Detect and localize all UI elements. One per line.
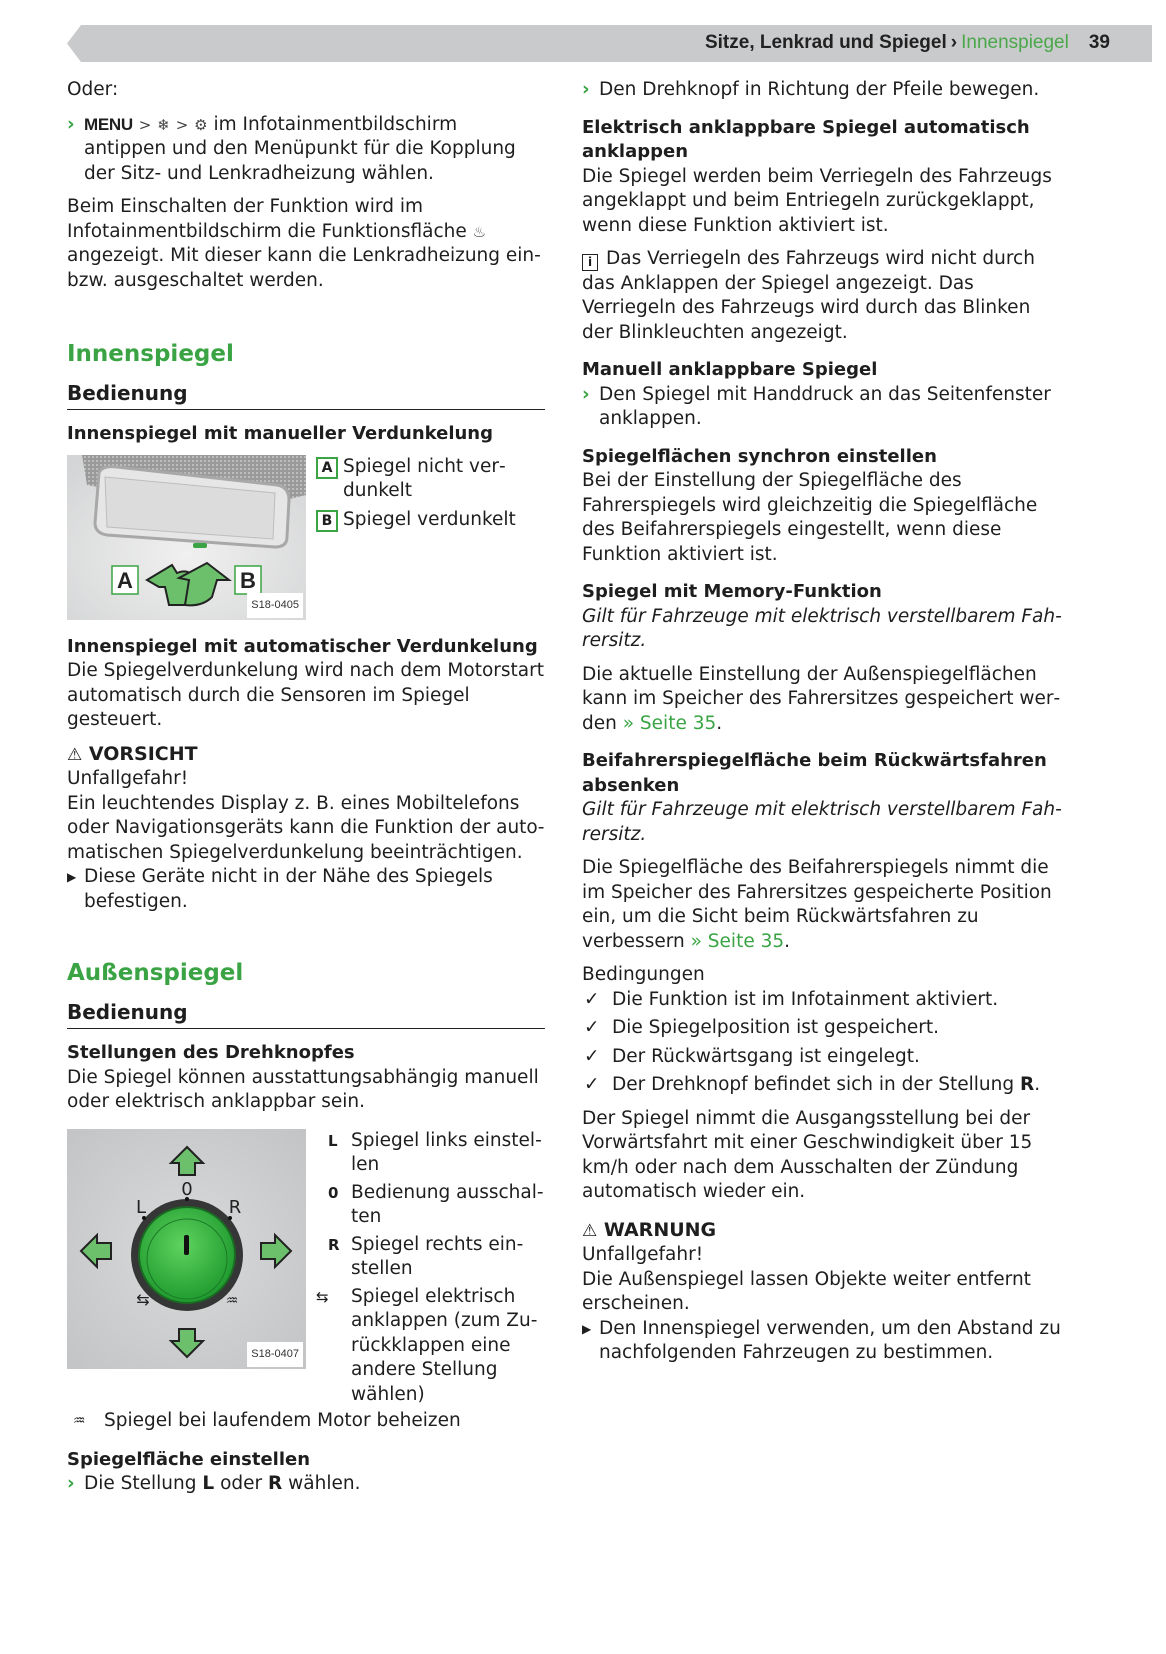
caution-title: VORSICHT [88,742,198,765]
legend-text: Spiegel nicht verdunkelt [343,455,506,501]
memory-text-end: . [716,712,723,734]
heated-mirror-item [67,1409,545,1434]
info-note [582,247,1062,345]
position-r: R [1019,1074,1035,1095]
menu-step [67,113,545,187]
warning-block [582,1218,1062,1366]
mirror-heating-icon: ♒ [73,1413,86,1429]
legend-text: Spiegel elektrisch anklappen (zum Zurückklappen eine andere Stellung wählen) [351,1285,538,1405]
svg-text:B: B [240,567,256,593]
header-separator: › [950,32,958,54]
condition-text-end: . [1034,1074,1041,1095]
step-text: oder [214,1473,268,1494]
menu-keyword: MENU [84,114,133,134]
figure-code: S18-0405 [247,593,303,618]
knob-positions-text: Die Spiegel können ausstattungsabhängig manuell oder elektrisch anklappbar sein. [67,1066,539,1112]
legend-key-box: B [316,510,338,532]
step-bullet-icon: › [67,113,75,135]
step-text: Die Stellung [84,1473,203,1494]
caution-block [67,742,545,915]
warning-title: WARNUNG [603,1218,717,1241]
condition-item [582,1045,1062,1070]
condition-text: Die Funktion ist im Infotainment aktiviert. [612,988,999,1010]
mirror-knob-illustration [67,1129,306,1369]
svg-text:A: A [117,567,133,593]
legend-key-letter: L [328,1131,338,1150]
legend-text: Spiegel verdunkelt [343,508,516,530]
legend-item [316,508,545,533]
mirror-figure-legend [316,455,545,620]
page-link[interactable]: » Seite 35 [622,712,717,734]
sync-text: Bei der Einstellung der Spiegelfläche des Fahrerspiegels wird gleichzeitig die Spiegelfläche des Beifahrerspiegels eingestellt, wenn diese Funktion aktiviert ist. [582,470,1038,565]
lower-text [582,856,1062,954]
legend-item [324,1233,545,1282]
section-title-aussenspiegel: Außenspiegel [67,960,244,986]
triangle-bullet-icon: ▶ [582,1321,592,1336]
lower-heading: Beifahrerspiegelfläche beim Rückwärtsfahren absenken [582,750,1047,796]
position-r: R [268,1473,283,1494]
warning-triangle-icon: ⚠ [582,1220,598,1241]
mirror-surface-heading: Spiegelfläche einstellen [67,1448,311,1470]
caution-title-row [67,742,545,768]
condition-text: Die Spiegelposition ist gespeichert. [612,1017,940,1038]
lower-text-end: . [784,930,791,952]
legend-key-letter: R [328,1235,340,1254]
caution-action [67,865,545,914]
info-text: Das Verriegeln des Fahrzeugs wird nicht durch das Anklappen der Spiegel angezeigt. Das Verriegeln des Fahrzeugs wird durch das Blinken der Blinkleuchten angezeigt. [582,248,1035,343]
info-icon: i [582,254,598,271]
legend-item [324,1129,545,1178]
manual-fold-heading: Manuell anklappbare Spiegel [582,359,878,380]
svg-text:L: L [135,1196,147,1218]
manual-dimming-heading: Innenspiegel mit manueller Verdunkelung [67,423,494,444]
knob-figure [67,1129,306,1369]
step-text: wählen. [282,1473,361,1494]
svg-text:⇆: ⇆ [136,1289,150,1309]
page-number: 39 [1088,32,1110,54]
arrow-right-icon: > [138,115,152,134]
legend-item [316,455,545,504]
memory-applies: Gilt für Fahrzeuge mit elektrisch verstellbarem Fahrersitz. [582,605,1062,651]
rearview-mirror-figure [67,455,306,620]
caution-line1: Unfallgefahr! [67,768,189,789]
caution-text: Ein leuchtendes Display z. B. eines Mobiltelefons oder Navigationsgeräts kann die Funktion der automatischen Spiegelverdunkelung beeinträchtigen. [67,792,545,863]
figure-code: S18-0407 [247,1342,303,1367]
position-l: L [202,1473,215,1494]
arrow-right-icon: > [175,115,189,134]
warning-action-text: Den Innenspiegel verwenden, um den Abstand zu nachfolgenden Fahrzeugen zu bestimmen. [599,1317,1061,1363]
fold-mirror-icon: ⇆ [316,1287,329,1306]
auto-dimming-text: Die Spiegelverdunkelung wird nach dem Motorstart automatisch durch die Sensoren im Spiegel gesteuert. [67,660,544,730]
heated-mirror-text: Spiegel bei laufendem Motor beheizen [104,1410,461,1431]
auto-dimming-heading: Innenspiegel mit automatischer Verdunkelung [67,635,538,657]
lower-applies: Gilt für Fahrzeuge mit elektrisch verstellbarem Fahrersitz. [582,799,1062,845]
warning-action [582,1317,1062,1366]
checkmark-icon: ✓ [584,988,600,1010]
legend-item [324,1181,545,1230]
legend-item [316,1285,545,1408]
header-section: Innenspiegel [961,32,1069,54]
heated-steering-wheel-icon: ♨ [472,222,487,241]
checkmark-icon: ✓ [584,1017,600,1038]
settings-gear-icon: ⚙ [194,115,208,134]
conditions-label: Bedingungen [582,964,705,985]
warning-line1: Unfallgefahr! [582,1244,704,1265]
checkmark-icon: ✓ [584,1074,600,1095]
manual-fold-text: Den Spiegel mit Handdruck an das Seitenfenster anklappen. [599,383,1051,429]
function-paragraph [67,195,545,293]
memory-text-body: Die aktuelle Einstellung der Außenspiegelflächen kann im Speicher des Fahrersitzes gespeichert werden [582,663,1061,734]
condition-text: Der Rückwärtsgang ist eingelegt. [612,1045,920,1067]
mirror-surface-step [67,1472,545,1497]
svg-text:0: 0 [181,1178,193,1200]
arrow-step [582,78,1062,103]
function-para-text: Beim Einschalten der Funktion wird im Infotainmentbildschirm die Funktionsfläche [67,196,473,242]
triangle-bullet-icon: ▶ [67,870,77,884]
legend-text: Bedienung ausschalten [351,1181,544,1227]
section-title-innenspiegel: Innenspiegel [67,341,234,367]
svg-text:R: R [228,1196,242,1218]
knob-figure-row [67,1129,545,1408]
subsection-bedienung-2: Bedienung [67,998,545,1029]
checkmark-icon: ✓ [584,1045,600,1067]
warning-title-row [582,1218,1062,1244]
auto-fold-heading: Elektrisch anklappbare Spiegel automatisch anklappen [582,116,1030,162]
warning-triangle-icon: ⚠ [67,744,83,765]
memory-heading: Spiegel mit Memory-Funktion [582,581,882,602]
left-column [67,78,545,1497]
warning-text: Die Außenspiegel lassen Objekte weiter entfernt erscheinen. [582,1268,1031,1314]
knob-positions-heading: Stellungen des Drehknopfes [67,1042,355,1063]
memory-text [582,663,1062,737]
legend-key-letter: 0 [328,1183,339,1202]
step-bullet-icon: › [582,383,590,405]
step-bullet-icon: › [582,79,590,100]
auto-fold-text: Die Spiegel werden beim Verriegeln des Fahrzeugs angeklappt und beim Entriegeln zurückgeklappt, wenn diese Funktion aktiviert ist. [582,165,1052,236]
page-link[interactable]: » Seite 35 [690,930,785,952]
svg-text:♒: ♒ [225,1292,239,1309]
intro-oder: Oder: [67,79,119,100]
menu-step-text: im Infotainmentbildschirm antippen und den Menüpunkt für die Kopplung der Sitz- und Lenkradheizung wählen. [84,113,516,184]
knob-figure-legend [316,1129,545,1408]
rearview-mirror-figure-row [67,455,545,620]
condition-item [582,1016,1062,1041]
manual-fold-step [582,383,1062,432]
sync-heading: Spiegelflächen synchron einstellen [582,445,937,467]
right-column [582,78,1062,1366]
climate-snowflake-icon: ❄ [157,115,170,134]
lower-text-body: Die Spiegelfläche des Beifahrerspiegels nimmt die im Speicher des Fahrersitzes gespeicherte Position ein, um die Sicht beim Rückwärtsfahren zu verbessern [582,857,1052,952]
condition-item [582,988,1062,1013]
condition-text: Der Drehknopf befindet sich in der Stellung [612,1074,1020,1095]
header-chapter: Sitze, Lenkrad und Spiegel [704,32,947,54]
legend-text: Spiegel links einstellen [351,1129,542,1175]
legend-text: Spiegel rechts einstellen [351,1233,524,1279]
subsection-bedienung: Bedienung [67,379,545,410]
reset-text: Der Spiegel nimmt die Ausgangsstellung bei der Vorwärtsfahrt mit einer Geschwindigkeit über 15 km/h oder nach dem Ausschalten der Zündung automatisch wieder ein. [582,1107,1033,1202]
caution-action-text: Diese Geräte nicht in der Nähe des Spiegels befestigen. [84,866,493,912]
function-para-text-2: angezeigt. Mit dieser kann die Lenkradheizung ein- bzw. ausgeschaltet werden. [67,245,541,291]
running-header [705,25,1110,62]
condition-item [582,1073,1062,1098]
arrow-step-text: Den Drehknopf in Richtung der Pfeile bewegen. [599,79,1040,100]
step-bullet-icon: › [67,1473,75,1494]
legend-key-box: A [316,457,338,479]
